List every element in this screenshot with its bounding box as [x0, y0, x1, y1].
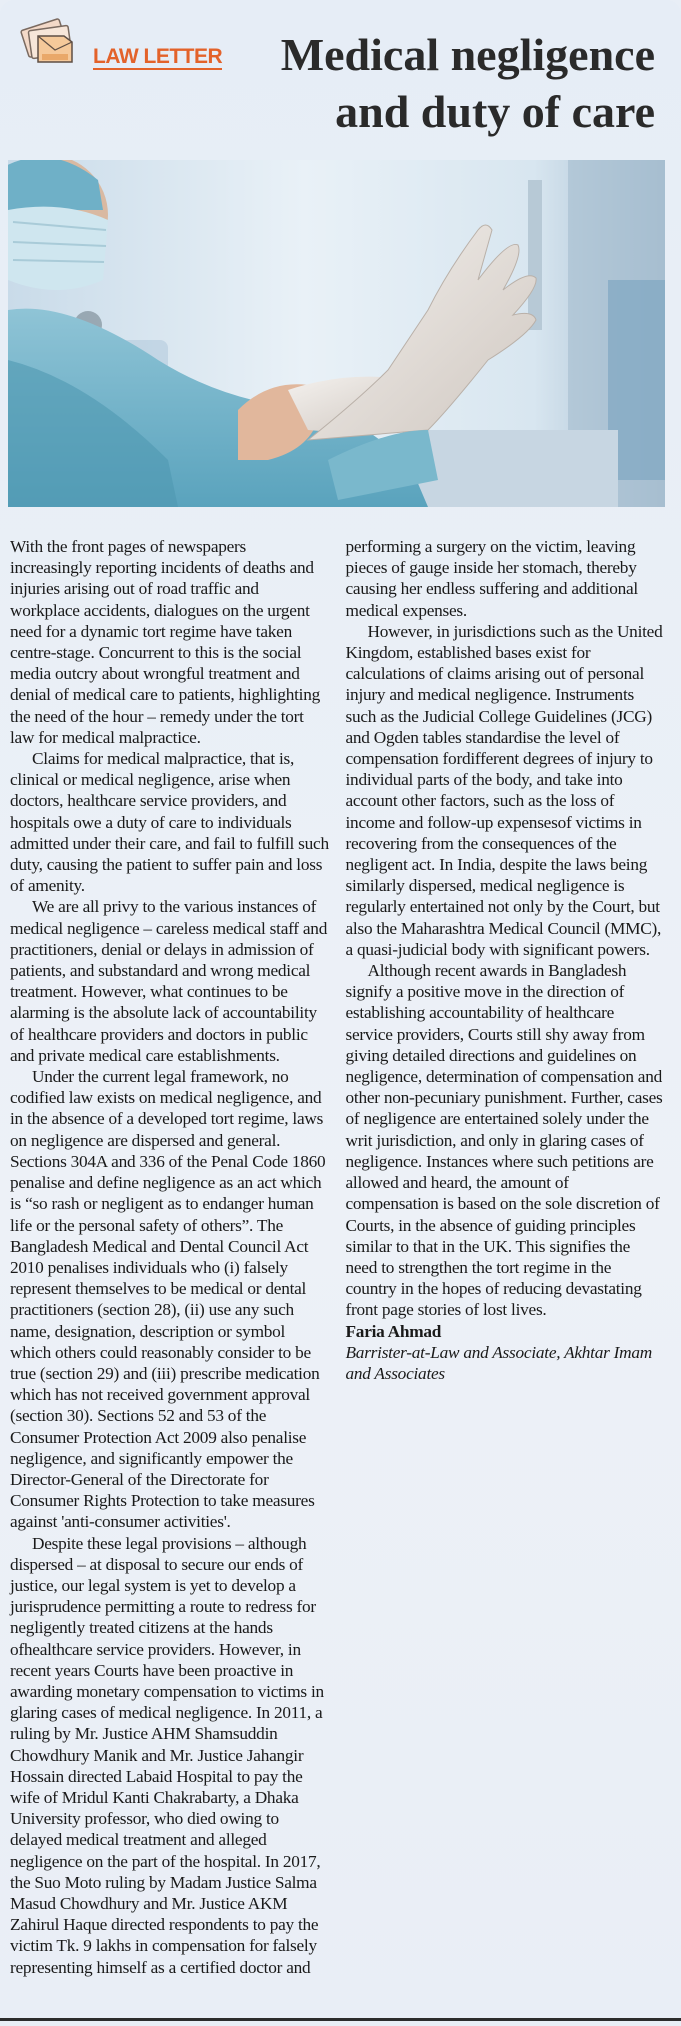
headline-line-2: and duty of care — [335, 86, 655, 137]
envelope-letters-icon — [20, 14, 90, 70]
section-label: LAW LETTER — [93, 45, 223, 68]
article-paragraph: Claims for medical malpractice, that is, clinical or medical negligence, arise when doctors, healthcare service providers, and hospitals owe a duty of care to individuals admitted under their care, and fail to fulfill such duty, causing the patient to suffer pain and loss of amenity. — [10, 749, 329, 896]
surgeon-gloves-photo — [8, 160, 665, 507]
article-paragraph: With the front pages of newspapers increasingly reporting incidents of deaths and injuries arising out of road traffic and workplace accidents, dialogues on the urgent need for a dynamic tort regime have taken centre-stage. Concurrent to this is the social media outcry about wrongful treatment and denial of medical care to patients, highlighting the need of the hour – remedy under the tort law for medical malpractice. — [10, 537, 321, 747]
bottom-divider — [0, 2018, 681, 2021]
headline — [215, 26, 655, 140]
article-paragraph: We are all privy to the various instances of medical negligence – careless medical staff and practitioners, denial or delays in admission of patients, and substandard and wrong medical treatment. However, what continues to be alarming is the absolute lack of accountability of healthcare providers and doctors in public and private medical care establishments. — [10, 897, 328, 1065]
author-name: Faria Ahmad — [345, 1321, 442, 1341]
header — [0, 0, 681, 160]
article-paragraph: Although recent awards in Bangladesh signify a positive move in the direction of establishing accountability of healthcare service providers, Courts still shy away from giving detailed directions and guidelines on negligence, determination of compensation and other non-pecuniary punishment. Further, cases of negligence are entertained solely under the writ jurisdiction, and only in glaring cases of negligence. Instances where such petitions are allowed and heard, the amount of compensation is based on the sole discretion of Courts, in the absence of guiding principles similar to that in the UK. This signifies the need to strengthen the tort regime in the country in the hopes of reducing devastating front page stories of lost lives. — [345, 961, 663, 1320]
article-paragraph: However, in jurisdictions such as the United Kingdom, established bases exist for calculations of claims arising out of personal injury and medical negligence. Instruments such as the Judicial College Guidelines (JCG) and Ogden tables standardise the level of compensation fordifferent degrees of injury to individual parts of the body, and take into account other factors, such as the loss of income and follow-up expensesof victims in recovering from the consequences of the negligent act. In India, despite the laws being similarly dispersed, medical negligence is regularly entertained not only by the Court, but also the Maharashtra Medical Council (MMC), a quasi-judicial body with significant powers. — [345, 621, 663, 959]
article-body — [10, 536, 665, 1994]
article-paragraph: Despite these legal provisions – although dispersed – at disposal to secure our ends of justice, our legal system is yet to develop a jurisprudence permitting a route to redress for negligently treated citizens at the hands ofhealthcare service providers. However, in recent years Courts have been proactive in awarding monetary compensation to victims in glaring cases of medical negligence. In 2011, a ruling by Mr. Justice AHM Shamsuddin Chowdhury Manik and Mr. Justice Jahangir Hossain directed Labaid Hospital to pay the wife of Mridul Kanti Chakrabarty, a Dhaka University professor, who died owing to delayed medical treatment and alleged negligence on the part of the hospital. In 2017, the Suo Moto ruling by Madam Justice Salma Masud Chowdhury and Mr. Justice AKM Zahirul Haque directed respondents to pay the victim Tk. 9 lakhs in compensation for falsely representing himself as a certified doctor and performing a surgery on the victim, leaving pieces of gauge inside her stomach, thereby causing her endless suffering and additional medical expenses. — [10, 537, 638, 1977]
headline-line-1: Medical negligence — [280, 29, 655, 80]
author-title: Barrister-at-Law and Associate, Akhtar Imam and Associates — [345, 1342, 653, 1383]
article-paragraph: Under the current legal framework, no codified law exists on medical negligence, and in the absence of a developed tort regime, laws on negligence are dispersed and general. Sections 304A and 336 of the Penal Code 1860 penalise and define negligence as an act which is “so rash or negligent as to endanger human life or the personal safety of others”. The Bangladesh Medical and Dental Council Act 2010 penalises individuals who (i) falsely represent themselves to be medical or dental practitioners (section 28), (ii) use any such name, designation, description or symbol which others could reasonably consider to be true (section 29) and (iii) prescribe medication which has not received government approval (section 30). Sections 52 and 53 of the Consumer Protection Act 2009 also penalise negligence, and significantly empower the Director-General of the Directorate for Consumer Rights Protection to take measures against 'anti-consumer activities'. — [10, 1067, 326, 1532]
